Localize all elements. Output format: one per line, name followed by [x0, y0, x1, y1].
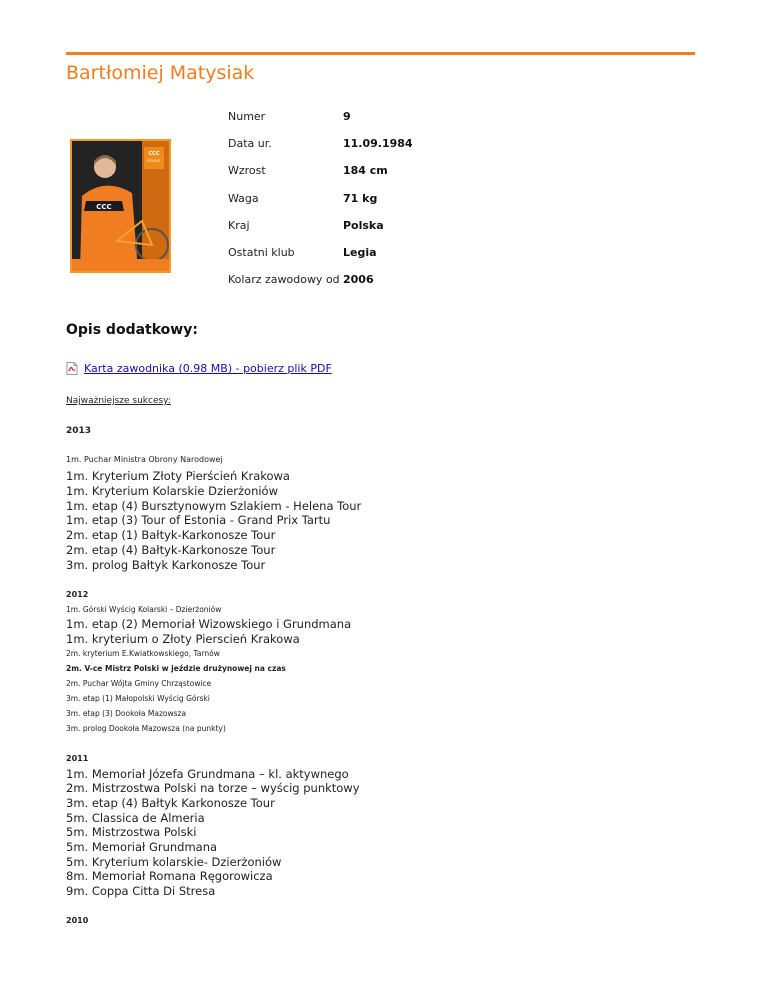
- result-item: 5m. Memoriał Grundmana: [66, 840, 218, 854]
- info-value: Legia: [343, 246, 377, 260]
- result-item: 2m. etap (4) Bałtyk-Karkonosze Tour: [66, 543, 276, 557]
- result-item: 5m. Mistrzostwa Polski: [66, 825, 197, 839]
- info-value: 11.09.1984: [343, 137, 413, 151]
- result-item: 1m. etap (3) Tour of Estonia - Grand Prix Tartu: [66, 513, 331, 527]
- result-item: 3m. etap (1) Małopolski Wyścig Górski: [66, 694, 210, 703]
- info-label: Data ur.: [228, 137, 272, 151]
- result-item: 3m. prolog Dookoła Mazowsza (na punkty): [66, 724, 226, 733]
- result-item: 1m. Kryterium Złoty Pierścień Krakowa: [66, 469, 290, 483]
- result-item: 5m. Kryterium kolarskie- Dzierżoniów: [66, 855, 282, 869]
- result-item: 5m. Classica de Almeria: [66, 811, 205, 825]
- result-item: 8m. Memoriał Romana Ręgorowicza: [66, 869, 273, 883]
- year-heading-2012: 2012: [66, 590, 89, 599]
- header-rule: [66, 52, 695, 55]
- pdf-file-icon: [66, 362, 78, 375]
- info-row-height: [228, 157, 413, 184]
- year-heading-2010: 2010: [66, 916, 89, 925]
- result-item: 3m. prolog Bałtyk Karkonosze Tour: [66, 558, 266, 572]
- description-heading: Opis dodatkowy:: [66, 322, 198, 338]
- result-item: 2m. kryterium E.Kwiatkowskiego, Tarnów: [66, 649, 220, 658]
- info-row-weight: [228, 185, 413, 212]
- photo-logo-polsat: POLSAT: [147, 159, 161, 163]
- result-item: 1m. etap (4) Bursztynowym Szlakiem - Helena Tour: [66, 499, 362, 513]
- info-value: 71 kg: [343, 191, 378, 205]
- result-item: 1m. Górski Wyścig Kolarski – Dzierżoniów: [66, 605, 222, 614]
- info-row-birth-date: [228, 130, 413, 157]
- photo-jersey-text: CCC: [96, 203, 112, 211]
- info-label: Kolarz zawodowy od: [228, 273, 340, 287]
- info-label: Waga: [228, 191, 259, 205]
- successes-heading: Najważniejsze sukcesy:: [66, 396, 171, 406]
- year-heading-2011: 2011: [66, 754, 89, 763]
- result-item: 9m. Coppa Citta Di Stresa: [66, 884, 216, 898]
- info-row-last-club: [228, 239, 413, 266]
- info-value: 184 cm: [343, 164, 388, 178]
- result-item: 2m. Mistrzostwa Polski na torze – wyścig punktowy: [66, 781, 360, 795]
- result-item: 1m. Puchar Ministra Obrony Narodowej: [66, 455, 223, 464]
- result-item: 3m. etap (3) Dookoła Mazowsza: [66, 709, 187, 718]
- rider-photo-illustration: [72, 141, 169, 271]
- result-item: 1m. etap (2) Memoriał Wizowskiego i Grundmana: [66, 617, 352, 631]
- result-item: 2m. etap (1) Bałtyk-Karkonosze Tour: [66, 528, 276, 542]
- pdf-download: [66, 362, 332, 375]
- info-row-pro-since: [228, 266, 413, 293]
- info-label: Wzrost: [228, 164, 266, 178]
- info-value: Polska: [343, 218, 384, 232]
- result-item: 1m. Kryterium Kolarskie Dzierżoniów: [66, 484, 278, 498]
- info-label: Numer: [228, 110, 266, 124]
- pdf-download-link[interactable]: Karta zawodnika (0.98 MB) - pobierz plik PDF: [84, 362, 332, 375]
- result-item: 1m. kryterium o Złoty Pierscień Krakowa: [66, 632, 300, 646]
- year-heading-2013: 2013: [66, 426, 92, 436]
- info-value: 9: [343, 110, 351, 124]
- info-value: 2006: [343, 273, 374, 287]
- result-item: 3m. etap (4) Bałtyk Karkonosze Tour: [66, 796, 275, 810]
- info-label: Ostatni klub: [228, 246, 295, 260]
- result-item: 2m. V-ce Mistrz Polski w jeździe drużynowej na czas: [66, 664, 286, 673]
- info-row-number: [228, 103, 413, 130]
- result-item: 2m. Puchar Wójta Gminy Chrząstowice: [66, 679, 212, 688]
- info-row-country: [228, 212, 413, 239]
- info-label: Kraj: [228, 218, 250, 232]
- result-item: 1m. Memoriał Józefa Grundmana – kl. aktywnego: [66, 767, 349, 781]
- photo-logo-ccc: CCC: [148, 151, 160, 157]
- rider-name: Bartłomiej Matysiak: [66, 62, 255, 84]
- rider-photo: [70, 139, 171, 273]
- rider-info-table: [228, 103, 413, 293]
